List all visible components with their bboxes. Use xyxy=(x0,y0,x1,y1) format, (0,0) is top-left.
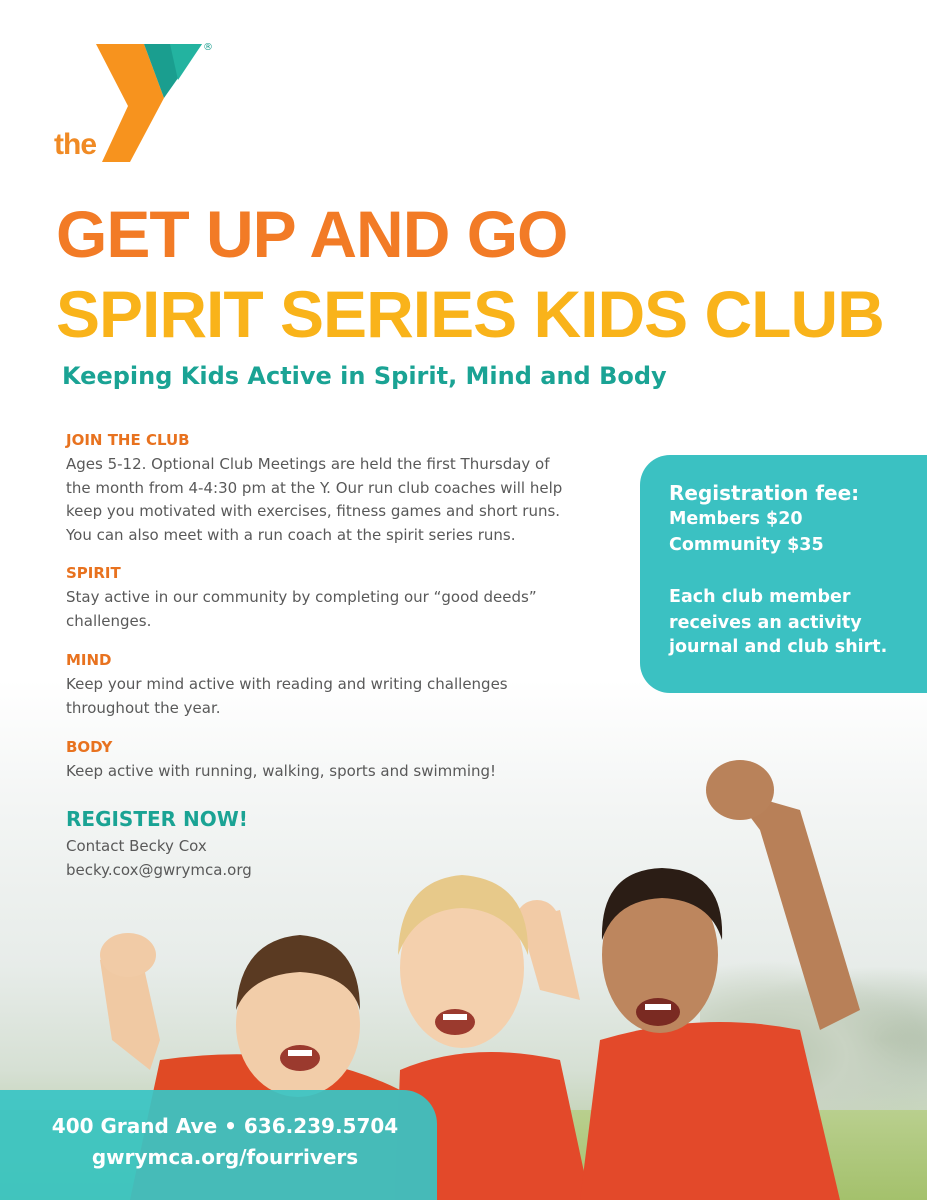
body-heading: BODY xyxy=(66,738,113,756)
register-now-heading: REGISTER NOW! xyxy=(66,807,248,831)
join-club-line: the month from 4-4:30 pm at the Y. Our run club coaches will help xyxy=(66,478,563,497)
logo-the-text: the xyxy=(54,128,96,161)
join-club-line: Ages 5-12. Optional Club Meetings are held the first Thursday of xyxy=(66,455,550,473)
footer-address: 400 Grand Ave • 636.239.5704 xyxy=(51,1114,399,1138)
spirit-line: Stay active in our community by completing our “good deeds” xyxy=(66,588,537,606)
mind-line: Keep your mind active with reading and writing challenges xyxy=(66,675,508,693)
fee-members: Members $20 xyxy=(669,509,803,529)
body-line: Keep active with running, walking, sports and swimming! xyxy=(66,762,497,780)
logo-registered-mark: ® xyxy=(203,42,213,53)
contact-info xyxy=(66,834,252,882)
kid-right xyxy=(580,760,860,1200)
body-text xyxy=(66,760,496,784)
fee-community: Community $35 xyxy=(669,535,824,555)
join-club-text xyxy=(66,453,562,547)
fee-note-line: receives an activity xyxy=(669,613,862,633)
mind-line: throughout the year. xyxy=(66,698,221,717)
fee-note-line: Each club member xyxy=(669,587,851,607)
registration-fee-box xyxy=(640,455,927,693)
tagline: Keeping Kids Active in Spirit, Mind and Body xyxy=(62,362,667,390)
mind-text xyxy=(66,673,508,720)
join-club-line: keep you motivated with exercises, fitness games and short runs. xyxy=(66,502,561,520)
contact-email[interactable]: becky.cox@gwrymca.org xyxy=(66,861,252,879)
fee-title: Registration fee: xyxy=(669,481,860,505)
join-club-line: You can also meet with a run coach at the spirit series runs. xyxy=(66,525,516,544)
fee-note-line: journal and club shirt. xyxy=(669,637,888,657)
contact-name: Contact Becky Cox xyxy=(66,837,207,855)
footer-contact-box xyxy=(0,1090,437,1200)
mind-heading: MIND xyxy=(66,651,112,669)
spirit-line: challenges. xyxy=(66,611,152,630)
headline-line1: GET UP AND GO xyxy=(56,197,568,271)
headline-line2: SPIRIT SERIES KIDS CLUB xyxy=(56,277,884,351)
footer-url[interactable]: gwrymca.org/fourrivers xyxy=(91,1145,359,1169)
spirit-heading: SPIRIT xyxy=(66,564,121,582)
ymca-logo xyxy=(52,40,222,170)
spirit-text xyxy=(66,586,537,633)
join-club-heading: JOIN THE CLUB xyxy=(66,431,190,449)
